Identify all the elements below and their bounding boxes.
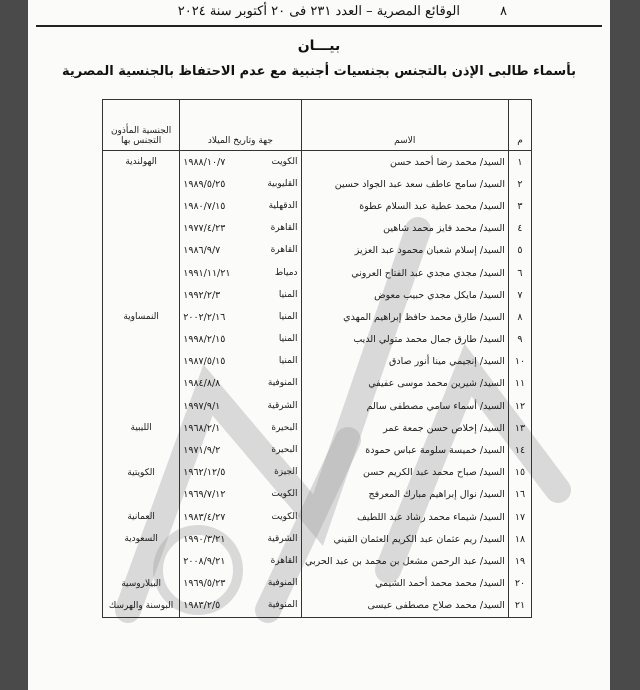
- granted-nationality: النمساوية: [103, 306, 180, 328]
- granted-nationality: [103, 439, 180, 461]
- row-number: ٦: [508, 262, 531, 284]
- row-number: ٧: [508, 284, 531, 306]
- birth-cell: [180, 395, 301, 417]
- birth-cell: [180, 573, 301, 595]
- row-number: ١١: [508, 373, 531, 395]
- birth-place: القاهرة: [270, 223, 298, 234]
- applicant-name: السيد/ خميسة سلومة عباس حمودة: [301, 439, 508, 461]
- row-number: ٢: [508, 173, 531, 195]
- birth-place: البحيرة: [271, 445, 298, 456]
- birth-place: المنيا: [278, 356, 298, 367]
- row-number: ٩: [508, 329, 531, 351]
- birth-place: الكويت: [271, 156, 298, 167]
- birth-place: الشرقية: [267, 400, 298, 411]
- row-number: ١: [508, 151, 531, 174]
- applicants-table: [102, 99, 532, 618]
- birth-date: ١٩٦٩/٥/٢٣: [183, 578, 226, 590]
- granted-nationality: البوسنة والهرسك: [103, 595, 180, 618]
- table-row: [103, 595, 532, 618]
- granted-nationality: [103, 550, 180, 572]
- birth-date: ٢٠٠٢/٢/١٦: [183, 311, 226, 323]
- granted-nationality: العمانية: [103, 506, 180, 528]
- birth-date: ١٩٦٩/٧/١٢: [183, 489, 226, 501]
- gazette-title: الوقائع المصرية – العدد ٢٣١ فى ٢٠ أكتوبر سنة ٢٠٢٤: [177, 4, 460, 19]
- birth-cell: [180, 195, 301, 217]
- row-number: ١٧: [508, 506, 531, 528]
- birth-date: ١٩٦٢/١٢/٥: [183, 467, 226, 479]
- applicant-name: السيد/ شيرين محمد موسى عفيفي: [301, 373, 508, 395]
- granted-nationality: السعودية: [103, 528, 180, 550]
- birth-cell: [180, 240, 301, 262]
- granted-nationality: [103, 484, 180, 506]
- granted-nationality: البيلاروسية: [103, 573, 180, 595]
- row-number: ٣: [508, 195, 531, 217]
- birth-cell: [180, 373, 301, 395]
- birth-date: ١٩٩٨/٢/١٥: [183, 334, 226, 346]
- granted-nationality: [103, 218, 180, 240]
- row-number: ١٢: [508, 395, 531, 417]
- table-row: [103, 306, 532, 328]
- birth-date: ١٩٨٤/٨/٨: [183, 378, 221, 390]
- table-row: [103, 506, 532, 528]
- granted-nationality: [103, 329, 180, 351]
- birth-date: ١٩٩٠/٣/٢١: [183, 533, 226, 545]
- col-header-birth: جهة وتاريخ الميلاد: [180, 100, 301, 151]
- applicant-name: السيد/ إخلاص حسن جمعة عمر: [301, 417, 508, 439]
- row-number: ١٤: [508, 439, 531, 461]
- table-row: [103, 195, 532, 217]
- granted-nationality: [103, 240, 180, 262]
- birth-cell: [180, 462, 301, 484]
- birth-cell: [180, 439, 301, 461]
- birth-place: القاهرة: [270, 555, 298, 566]
- row-number: ٢١: [508, 595, 531, 618]
- document-subtitle: بأسماء طالبى الإذن بالتجنس بجنسيات أجنبية مع عدم الاحتفاظ بالجنسية المصرية: [62, 64, 576, 79]
- birth-place: الجيزة: [274, 467, 298, 478]
- birth-place: المنوفية: [267, 578, 298, 589]
- row-number: ١٣: [508, 417, 531, 439]
- applicant-name: السيد/ مجدي مجدي عبد الفتاح العروني: [301, 262, 508, 284]
- applicant-name: السيد/ أسماء سامي مصطفى سالم: [301, 395, 508, 417]
- applicant-name: السيد/ نوال إبراهيم مبارك المعرفج: [301, 484, 508, 506]
- birth-cell: [180, 173, 301, 195]
- birth-place: دمياط: [274, 267, 298, 278]
- col-header-name: الاسم: [301, 100, 508, 151]
- birth-cell: [180, 306, 301, 328]
- birth-date: ١٩٨٩/٥/٢٥: [183, 178, 226, 190]
- table-row: [103, 173, 532, 195]
- page-number: ٨: [500, 4, 507, 19]
- row-number: ٨: [508, 306, 531, 328]
- birth-cell: [180, 262, 301, 284]
- granted-nationality: [103, 395, 180, 417]
- birth-cell: [180, 550, 301, 572]
- birth-cell: [180, 351, 301, 373]
- granted-nationality: الليبية: [103, 417, 180, 439]
- applicant-name: السيد/ محمد محمد أحمد الشيمي: [301, 573, 508, 595]
- birth-place: الشرقية: [267, 533, 298, 544]
- row-number: ١٨: [508, 528, 531, 550]
- applicant-name: السيد/ طارق جمال محمد متولي الديب: [301, 329, 508, 351]
- row-number: ١٠: [508, 351, 531, 373]
- row-number: ١٦: [508, 484, 531, 506]
- birth-date: ١٩٧٧/٤/٢٣: [183, 223, 226, 235]
- birth-place: الكويت: [271, 489, 298, 500]
- gazette-header: [28, 4, 610, 24]
- birth-place: الكويت: [271, 511, 298, 522]
- birth-date: ٢٠٠٨/٩/٢١: [183, 555, 226, 567]
- birth-date: ١٩٩٢/٢/٣: [183, 289, 221, 301]
- birth-date: ١٩٨٦/٩/٧: [183, 245, 221, 257]
- birth-place: القليوبية: [267, 178, 298, 189]
- row-number: ٥: [508, 240, 531, 262]
- document-title: بيـــان: [297, 38, 341, 54]
- table-row: [103, 395, 532, 417]
- applicant-name: السيد/ سامح عاطف سعد عبد الجواد حسين: [301, 173, 508, 195]
- birth-date: ١٩٩١/١١/٢١: [183, 267, 231, 279]
- birth-cell: [180, 284, 301, 306]
- birth-cell: [180, 151, 301, 174]
- row-number: ١٥: [508, 462, 531, 484]
- granted-nationality: [103, 173, 180, 195]
- birth-place: المنيا: [278, 311, 298, 322]
- document-page: [28, 0, 610, 690]
- table-row: [103, 439, 532, 461]
- birth-date: ١٩٨٠/٧/١٥: [183, 200, 226, 212]
- birth-cell: [180, 417, 301, 439]
- table-row: [103, 351, 532, 373]
- table-row: [103, 573, 532, 595]
- applicant-name: السيد/ محمد فايز محمد شاهين: [301, 218, 508, 240]
- table-row: [103, 528, 532, 550]
- birth-place: البحيرة: [271, 422, 298, 433]
- table-row: [103, 240, 532, 262]
- applicant-name: السيد/ مايكل مجدي حبيب معوض: [301, 284, 508, 306]
- applicant-name: السيد/ عبد الرحمن مشعل بن محمد بن عبد الحربي: [301, 550, 508, 572]
- birth-date: ١٩٨٨/١٠/٧: [183, 156, 226, 168]
- row-number: ٤: [508, 218, 531, 240]
- applicant-name: السيد/ محمد صلاح مصطفى عيسى: [301, 595, 508, 618]
- table-row: [103, 262, 532, 284]
- birth-cell: [180, 506, 301, 528]
- table-body: [103, 151, 532, 618]
- applicant-name: السيد/ محمد عطية عبد السلام عطوة: [301, 195, 508, 217]
- granted-nationality: [103, 373, 180, 395]
- table-row: [103, 329, 532, 351]
- granted-nationality: الهولندية: [103, 151, 180, 174]
- birth-date: ١٩٩٧/٩/١: [183, 400, 221, 412]
- birth-place: القاهرة: [270, 245, 298, 256]
- applicant-name: السيد/ صباح محمد عبد الكريم حسن: [301, 462, 508, 484]
- birth-place: المنوفية: [267, 378, 298, 389]
- granted-nationality: [103, 195, 180, 217]
- table-row: [103, 218, 532, 240]
- birth-date: ١٩٦٨/٢/١: [183, 422, 221, 434]
- applicant-name: السيد/ طارق محمد حافظ إبراهيم المهدي: [301, 306, 508, 328]
- table-row: [103, 284, 532, 306]
- birth-place: الدقهلية: [268, 200, 298, 211]
- granted-nationality: [103, 351, 180, 373]
- applicant-name: السيد/ إسلام شعبان محمود عبد العزيز: [301, 240, 508, 262]
- birth-place: المنوفية: [267, 600, 298, 611]
- table-row: [103, 373, 532, 395]
- granted-nationality: [103, 262, 180, 284]
- birth-place: المنيا: [278, 334, 298, 345]
- birth-date: ١٩٨٧/٥/١٥: [183, 356, 226, 368]
- table-row: [103, 151, 532, 174]
- table-row: [103, 462, 532, 484]
- birth-date: ١٩٧١/٩/٢: [183, 445, 221, 457]
- birth-place: المنيا: [278, 289, 298, 300]
- col-header-nationality: الجنسية المأذون التجنس بها: [103, 100, 180, 151]
- birth-date: ١٩٨٣/٤/٢٧: [183, 511, 226, 523]
- granted-nationality: الكويتية: [103, 462, 180, 484]
- row-number: ٢٠: [508, 573, 531, 595]
- birth-cell: [180, 528, 301, 550]
- table-header-row: [103, 100, 532, 151]
- applicant-name: السيد/ شيماء محمد رشاد عبد اللطيف: [301, 506, 508, 528]
- birth-cell: [180, 484, 301, 506]
- birth-cell: [180, 595, 301, 618]
- applicant-name: السيد/ إنجيمي مينا أنور صادق: [301, 351, 508, 373]
- table-row: [103, 417, 532, 439]
- birth-cell: [180, 218, 301, 240]
- header-rule: [36, 25, 602, 27]
- table-row: [103, 484, 532, 506]
- birth-date: ١٩٨٣/٢/٥: [183, 600, 221, 612]
- col-header-num: م: [508, 100, 531, 151]
- granted-nationality: [103, 284, 180, 306]
- birth-cell: [180, 329, 301, 351]
- row-number: ١٩: [508, 550, 531, 572]
- applicant-name: السيد/ محمد رضا أحمد حسن: [301, 151, 508, 174]
- applicant-name: السيد/ ريم عثمان عبد الكريم العثمان القيني: [301, 528, 508, 550]
- table-row: [103, 550, 532, 572]
